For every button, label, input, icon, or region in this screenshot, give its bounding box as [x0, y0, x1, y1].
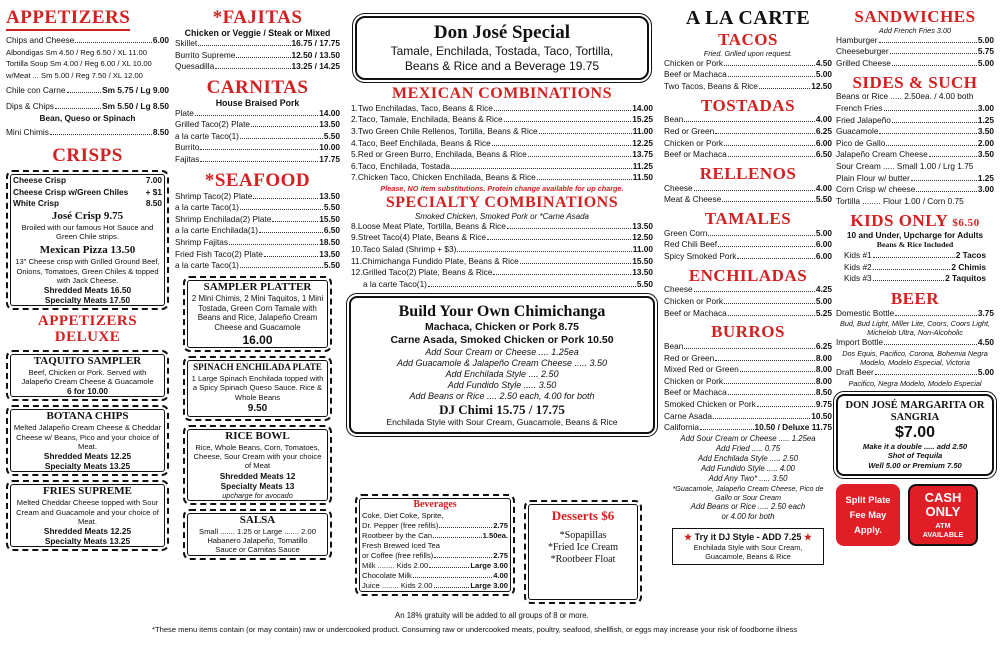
pizza-specialty: Specialty Meats 17.50: [44, 295, 131, 306]
menu-row: 4.Taco, Beef Enchilada, Beans & Rice 12.25: [351, 137, 653, 148]
sampler-title: SAMPLER PLATTER: [203, 280, 312, 293]
menu-row: Milk ........ Kids 2.00 Large 3.00: [362, 561, 508, 571]
menu-row: Chicken or Pork 6.00: [664, 137, 832, 148]
menu-row: Dips & Chips Sm 5.50 / Lg 8.50: [6, 100, 169, 111]
menu-row: Cheeseburger 5.75: [836, 46, 994, 57]
fajitas-subtitle: Chicken or Veggie / Steak or Mixed: [184, 27, 331, 38]
menu-row: Chicken or Pork 8.00: [664, 375, 832, 386]
menu-row: Meat & Cheese 5.50: [664, 194, 832, 205]
menu-row: Shrimp Taco(2) Plate 13.50: [175, 190, 340, 201]
kids-heading: KIDS ONLY $6.50: [850, 211, 980, 231]
fries-desc: Melted Cheddar Cheese topped with Sour Cream and Guacamole and your choice of Meat.: [16, 498, 159, 526]
star-icon: ★: [803, 531, 812, 542]
menu-row: Plain Flour w/ butter 1.25: [836, 172, 994, 183]
mexican-pizza-desc: 13" Cheese crisp with Grilled Ground Beef, Onions, Tomatoes, Green Chiles & topped with Jack Cheese.: [15, 257, 160, 285]
dessert-item: *Rootbeer Float: [550, 554, 616, 565]
burro-add: Add Sour Cream or Cheese ..... 1.25ea: [680, 433, 816, 443]
chimi-line: Carne Asada, Smoked Chicken or Pork 10.50: [390, 334, 614, 347]
taquito-desc: Beef, Chicken or Pork. Served with Jalapeño Cream Cheese & Guacamole: [21, 367, 154, 387]
fajitas-heading: *FAJITAS: [212, 7, 303, 28]
menu-row: Domestic Bottle 3.75: [836, 307, 994, 318]
menu-row: 9.Street Taco(4) Plate, Beans & Rice 12.50: [351, 232, 653, 243]
menu-row: Beef or Machaca 6.50: [664, 149, 832, 160]
botana-desc: Melted Jalapeño Cream Cheese & Cheddar Cheese w/ Beans, Pico and your choice of Meat.: [13, 423, 162, 451]
menu-row: Chicken or Pork 4.50: [664, 57, 832, 68]
spinach-box: [183, 356, 332, 421]
column-5: [836, 8, 994, 546]
burro-add: Add Fundido Style ..... 4.00: [700, 463, 796, 473]
menu-row: Green Corn 5.00: [664, 227, 832, 238]
beer-heading: BEER: [890, 289, 940, 309]
chimi-title: Build Your Own Chimichanga: [398, 303, 606, 321]
menu-row: Red or Green 6.25: [664, 126, 832, 137]
margarita-price: $7.00: [894, 423, 936, 441]
menu-row: Cheese 4.25: [664, 284, 832, 295]
menu-row: Kids #3 2 Taquitos: [844, 273, 986, 284]
kids-price: $6.50: [952, 217, 980, 230]
carnitas-heading: CARNITAS: [206, 76, 309, 98]
tamales-heading: TAMALES: [704, 208, 792, 228]
botana-box: [6, 405, 169, 476]
menu-row: Import Bottle 4.50: [836, 337, 994, 348]
beverages-box: [355, 494, 515, 596]
menu-row: Kids #1 2 Tacos: [844, 250, 986, 261]
menu-row: Fajitas 17.75: [175, 154, 340, 165]
menu-row: Beef or Machaca 8.50: [664, 387, 832, 398]
menu-row: Burrito 10.00: [175, 142, 340, 153]
dessert-item: *Sopapillas: [559, 530, 607, 541]
menu-row: Chocolate Milk 4.00: [362, 571, 508, 581]
taquito-price: 6 for 10.00: [66, 386, 109, 397]
menu-row: Pico de Gallo 2.00: [836, 137, 994, 148]
salsa-line: Small ....... 1.25 or Large ....... 2.00: [199, 526, 316, 536]
menu-row: Chicken or Pork 5.00: [664, 295, 832, 306]
menu-row: Mini Chimis 8.50: [6, 126, 169, 137]
split-plate-badge: Split Plate Fee May Apply.: [836, 484, 900, 546]
chimichanga-box: [349, 296, 655, 434]
ricebowl-specialty: Specialty Meats 13: [220, 480, 295, 491]
ricebowl-desc: Rice, Whole Beans, Corn, Tomatoes, Cheese, Sour Cream with your choice of Meat: [193, 442, 322, 471]
salsa-box: [183, 509, 332, 560]
menu-row: Two Tacos, Beans & Rice 12.50: [664, 81, 832, 92]
jose-crisp-desc: Broiled with our famous Hot Sauce and Green Chile strips.: [21, 222, 154, 242]
menu-row: Shrimp Enchilada(2) Plate 15.50: [175, 213, 340, 224]
salsa-line: Habanero Jalapeño, Tomatillo: [207, 535, 308, 545]
dips-subtitle: Bean, Queso or Spinach: [39, 112, 136, 123]
column-1: [6, 8, 169, 555]
menu-row: a la carte Taco(1) 5.50: [175, 260, 340, 271]
dj-style-box: [672, 528, 824, 565]
burro-add: or 4.00 for both: [721, 511, 775, 521]
spinach-price: 9.50: [247, 402, 268, 414]
menu-row: Burrito Supreme 12.50 / 13.50: [175, 49, 340, 60]
salsa-line: Sauce or Carnitas Sauce: [215, 545, 300, 555]
menu-row: Juice ........ Kids 2.00 Large 3.00: [362, 581, 508, 591]
menu-row: 6.Taco, Enchilada, Tostada 11.25: [351, 160, 653, 171]
sampler-price: 16.00: [242, 332, 273, 347]
taquito-title: TAQUITO SAMPLER: [33, 354, 142, 367]
menu-row: Cheese 4.00: [664, 182, 832, 193]
menu-row: 1.Two Enchiladas, Taco, Beans & Rice 14.00: [351, 102, 653, 113]
carnitas-subtitle: House Braised Pork: [215, 97, 300, 108]
sampler-box: [183, 276, 332, 352]
specialty-heading: SPECIALTY COMBINATIONS: [385, 193, 619, 211]
menu-row: 8.Loose Meat Plate, Tortilla, Beans & Rice 13.50: [351, 220, 653, 231]
margarita-line: Make it a double ..... add 2.50: [862, 441, 968, 451]
menu-row: Smoked Chicken or Pork 9.75: [664, 398, 832, 409]
botana-specialty: Specialty Meats 13.25: [44, 461, 131, 472]
menu-row: 2.Taco, Tamale, Enchilada, Beans & Rice 15.25: [351, 114, 653, 125]
menu-row: Grilled Taco(2) Plate 13.50: [175, 119, 340, 130]
tostadas-heading: TOSTADAS: [700, 95, 796, 115]
star-icon: ★: [684, 531, 693, 542]
badges: [836, 484, 994, 546]
dj-chimi-desc: Enchilada Style with Sour Cream, Guacamole, Beans & Rice: [386, 417, 618, 428]
menu-row: Chips and Cheese 6.00: [6, 34, 169, 45]
dj-style-title: ★ Try it DJ Style - ADD 7.25 ★: [684, 531, 812, 542]
menu-row: Fresh Brewed Iced Tea: [362, 541, 440, 551]
menu-row: French Fries 3.00: [836, 103, 994, 114]
menu-row: 7.Chicken Taco, Chicken Enchilada, Beans & Rice 11.50: [351, 172, 653, 183]
menu-row: 5.Red or Green Burro, Enchilada, Beans & Rice 13.75: [351, 149, 653, 160]
menu-row: Chile con Carne Sm 5.75 / Lg 9.00: [6, 85, 169, 96]
menu-row: a la carte Enchilada(1) 6.50: [175, 225, 340, 236]
taquito-box: [6, 350, 169, 402]
specialty-subtitle: Smoked Chicken, Smoked Pork or *Carne Asada: [414, 211, 589, 221]
appetizers-heading: APPETIZERS: [6, 8, 130, 31]
menu-row: Mixed Red or Green 8.00: [664, 364, 832, 375]
crisps-box: [6, 170, 169, 310]
menu-row: Grilled Cheese 5.00: [836, 58, 994, 69]
jose-crisp-title: José Crisp 9.75: [51, 209, 124, 222]
dj-style-desc: Enchilada Style with Sour Cream, Guacamole, Beans & Rice: [693, 542, 803, 561]
gratuity-note: An 18% gratuity will be added to all groups of 8 or more.: [395, 611, 589, 620]
burro-add: Add Beans or Rice ..... 2.50 each: [690, 501, 806, 511]
mexican-pizza-title: Mexican Pizza 13.50: [39, 244, 136, 257]
dj-chimi-title: DJ Chimi 15.75 / 17.75: [439, 402, 565, 418]
special-line: Tamale, Enchilada, Tostada, Taco, Tortilla,: [390, 44, 614, 58]
chimi-add: Add Beans or Rice .... 2.50 each, 4.00 for both: [409, 391, 595, 402]
menu-row: White Crisp 8.50: [13, 198, 162, 209]
dessert-item: *Fried Ice Cream: [548, 542, 618, 553]
margarita-line: Well 5.00 or Premium 7.50: [868, 460, 962, 470]
chimi-add: Add Sour Cream or Cheese .... 1.25ea: [425, 347, 579, 358]
menu-row: Corn Crisp w/ cheese 3.00: [836, 184, 994, 195]
column-4: [664, 8, 832, 565]
menu-row: a la carte Taco(1) 5.50: [175, 130, 340, 141]
ricebowl-note: upcharge for avocado: [222, 490, 293, 500]
seafood-heading: *SEAFOOD: [204, 169, 311, 191]
menu-row: a la carte Taco(1) 5.50: [363, 278, 653, 289]
salsa-title: SALSA: [239, 513, 276, 526]
chimi-add: Add Enchilada Style .... 2.50: [445, 369, 559, 380]
burro-add: Add Any Two* ..... 3.50: [708, 473, 788, 483]
menu-row: Bean 4.00: [664, 114, 832, 125]
margarita-box: [836, 394, 994, 477]
menu-row: Plate 14.00: [175, 107, 340, 118]
menu-row: Albondigas Sm 4.50 / Reg 6.50 / XL 11.00: [6, 47, 147, 57]
chimi-add: Add Fundido Style ..... 3.50: [447, 380, 557, 391]
special-title: Don José Special: [433, 22, 571, 43]
beer-list: Dos Equis, Pacifico, Corona, Bohemia Negra Modelo, Modelo Especial, Victoria: [842, 349, 988, 368]
chimi-add: Add Guacamole & Jalapeño Cream Cheese ..... 3.50: [396, 358, 608, 369]
kids-subtitle-2: Beans & Rice Included: [876, 240, 954, 250]
deluxe-heading: APPETIZERS DELUXE: [37, 313, 138, 346]
spinach-title: SPINACH ENCHILADA PLATE: [193, 361, 322, 372]
menu-row: Beans or Rice ..... 2.50ea. / 4.00 both: [836, 91, 974, 102]
menu-row: Beef or Machaca 5.25: [664, 307, 832, 318]
ricebowl-title: RICE BOWL: [225, 429, 290, 442]
beer-list: Bud, Bud Light, Miller Lite, Coors, Coors Light, Michelob Ultra, Non-Alcoholic: [839, 319, 991, 338]
menu-row: Carne Asada 10.50: [664, 410, 832, 421]
menu-row: Guacamole 3.50: [836, 126, 994, 137]
burros-heading: BURROS: [711, 322, 785, 342]
botana-title: BOTANA CHIPS: [46, 410, 129, 423]
menu-row: Spicy Smoked Pork 6.00: [664, 250, 832, 261]
menu-row: Kids #2 2 Chimis: [844, 261, 986, 272]
enchiladas-heading: ENCHILADAS: [688, 265, 808, 285]
menu-row: Jalapeño Cream Cheese 3.50: [836, 149, 994, 160]
beer-list: Pacifico, Negra Modelo, Modelo Especial: [848, 378, 982, 388]
menu-row: Rootbeer by the Can 1.50ea.: [362, 531, 508, 541]
menu-row: 11.Chimichanga Fundido Plate, Beans & Rice 15.50: [351, 255, 653, 266]
desserts-box: [524, 500, 642, 604]
burro-add: Add Enchilada Style ..... 2.50: [697, 453, 799, 463]
margarita-line: Shot of Tequila: [887, 451, 943, 461]
special-box: [355, 16, 649, 80]
kids-subtitle: 10 and Under, Upcharge for Adults: [846, 230, 984, 241]
menu-row: Fried Fish Taco(2) Plate 13.50: [175, 248, 340, 259]
fries-box: [6, 480, 169, 551]
menu-row: a la carte Taco(1) 5.50: [175, 202, 340, 213]
sides-heading: SIDES & SUCH: [852, 72, 978, 92]
fries-title: FRIES SUPREME: [43, 485, 132, 498]
fries-shredded: Shredded Meats 12.25: [43, 526, 132, 537]
chimi-line: Machaca, Chicken or Pork 8.75: [424, 321, 580, 334]
column-2: [175, 8, 340, 564]
sandwiches-subtitle: Add French Fries 3.00: [878, 25, 952, 35]
menu-row: or Coffee (free refills) 2.75: [362, 551, 508, 561]
menu-row: w/Meat ... Sm 5.00 / Reg 7.50 / XL 12.00: [6, 70, 143, 80]
fries-specialty: Specialty Meats 13.25: [44, 536, 131, 547]
menu-row: Bean 6.25: [664, 340, 832, 351]
desserts-title: Desserts $6: [551, 508, 615, 523]
menu-row: California 10.50 / Deluxe 11.75: [664, 422, 832, 433]
menu-row: Red or Green 8.00: [664, 352, 832, 363]
footer-disclaimer: *These menu items contain (or may contain) raw or undercooked product. Consuming raw or undercooked meats, poultry, seafood, shellfish, or eggs may increase your risk of foodborne illness: [152, 625, 798, 634]
menu-row: Shrimp Fajitas 18.50: [175, 236, 340, 247]
menu-row: Draft Beer 5.00: [836, 367, 994, 378]
menu-row: 12.Grilled Taco(2) Plate, Beans & Rice 13.50: [351, 267, 653, 278]
column-3: [347, 8, 657, 440]
menu-row: Red Chili Beef 6.00: [664, 239, 832, 250]
rellenos-heading: RELLENOS: [699, 163, 797, 183]
menu-row: Cheese Crisp 7.00: [13, 175, 162, 186]
sandwiches-heading: SANDWICHES: [854, 7, 976, 26]
menu-row: Quesadilla 13.25 / 14.25: [175, 61, 340, 72]
ricebowl-shredded: Shredded Meats 12: [219, 470, 296, 481]
margarita-title: DON JOSÉ MARGARITA OR SANGRIA: [845, 399, 985, 423]
menu-row: Dr. Pepper (free refills) 2.75: [362, 521, 508, 531]
ricebowl-box: [183, 425, 332, 505]
menu-row: 3.Two Green Chile Rellenos, Tortilla, Beans & Rice 11.00: [351, 125, 653, 136]
cash-only-badge: CASH ONLY ATM AVAILABLE: [908, 484, 978, 546]
menu-row: Beef or Machaca 5.00: [664, 69, 832, 80]
pizza-shredded: Shredded Meats 16.50: [43, 285, 132, 296]
menu-row: Hamburger 5.00: [836, 34, 994, 45]
crisps-heading: CRISPS: [52, 145, 123, 167]
menu-row: Skillet 16.75 / 17.75: [175, 37, 340, 48]
menu-row: Coke, Diet Coke, Sprite,: [362, 511, 444, 521]
menu-row: Cheese Crisp w/Green Chiles + $1: [13, 186, 162, 197]
menu-row: Tortilla Soup Sm 4.00 / Reg 6.00 / XL 10.00: [6, 59, 152, 69]
menu-row: Sour Cream ..... Small 1.00 / Lrg 1.75: [836, 161, 974, 172]
menu-row: Fried Jalapeño 1.25: [836, 114, 994, 125]
combos-note: Please, NO item substitutions. Protein change available for up charge.: [380, 183, 624, 193]
alacarte-heading: A LA CARTE: [685, 7, 811, 29]
menu-row: Tortilla ........ Flour 1.00 / Corn 0.75: [836, 195, 964, 206]
spinach-desc: 1 Large Spinach Enchilada topped with a Spicy Spinach Queso Sauce. Rice & Whole Beans: [191, 373, 324, 402]
beverages-title: Beverages: [413, 499, 457, 510]
burro-add: Add Fried ..... 0.75: [715, 443, 781, 453]
tacos-heading: TACOS: [718, 30, 778, 49]
special-line: Beans & Rice and a Beverage 19.75: [404, 59, 600, 73]
combos-heading: MEXICAN COMBINATIONS: [392, 85, 612, 102]
menu-row: 10.Taco Salad (Shrimp + $3) 11.00: [351, 243, 653, 254]
sampler-desc: 2 Mini Chimis, 2 Mini Taquitos, 1 Mini Tostada, Green Corn Tamale with Beans and Rice, Jalapeño Cream Cheese and Guacamole: [191, 293, 324, 333]
tacos-subtitle: Fried. Grilled upon request.: [703, 48, 793, 58]
botana-shredded: Shredded Meats 12.25: [43, 451, 132, 462]
burro-add: *Guacamole, Jalapeño Cream Cheese, Pico de Gallo or Sour Cream: [672, 483, 824, 502]
